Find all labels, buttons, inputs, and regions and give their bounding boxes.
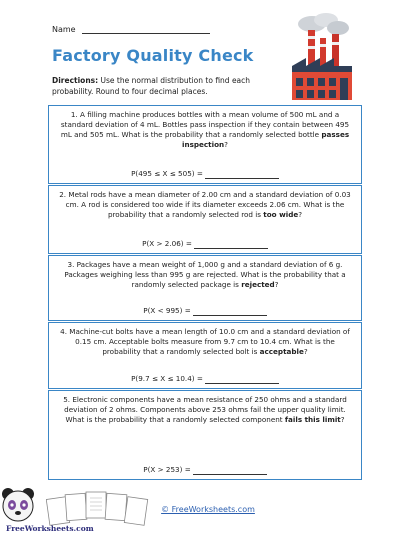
problem-4 <box>48 322 362 389</box>
brand-name: FreeWorksheets.com <box>6 524 94 533</box>
directions-text: Use the normal distribution to find each probability. Round to four decimal places. <box>52 76 251 96</box>
problem-2-text: 2. Metal rods have a mean diameter of 2.00 cm and a standard deviation of 0.03 cm. A rod is considered too wide if its diameter exceeds 2.06 cm. What is the probability that a randomly selected rod is too wide? <box>59 190 351 219</box>
answer-blank-1[interactable] <box>205 171 279 179</box>
problem-2 <box>48 185 362 254</box>
problem-3-key-phrase: rejected <box>241 280 275 289</box>
name-field[interactable] <box>82 25 210 34</box>
name-label: Name <box>52 25 76 34</box>
problem-2-key-phrase: too wide <box>263 210 299 219</box>
problem-5 <box>48 390 362 480</box>
answer-blank-2[interactable] <box>194 241 268 249</box>
problem-3-text: 3. Packages have a mean weight of 1,000 g and a standard deviation of 6 g. Packages weighing less than 995 g are rejected. What is the probability that a randomly selected package is rejected? <box>64 260 346 289</box>
footer-copyright-link[interactable]: © FreeWorksheets.com <box>161 505 255 514</box>
problem-3 <box>48 255 362 321</box>
problem-5-key-phrase: fails this limit <box>284 415 341 424</box>
problem-1-text: 1. A filling machine produces bottles with a mean volume of 500 mL and a standard deviation of 4 mL. Bottles pass inspection if they contain between 495 mL and 505 mL. What is the probability that a randomly selected bottle passes inspection? <box>60 110 350 149</box>
problem-5-answer: P(X > 253) = <box>49 465 361 475</box>
directions-label: Directions: <box>52 76 99 85</box>
answer-blank-5[interactable] <box>193 467 267 475</box>
problem-1-answer: P(495 ≤ X ≤ 505) = <box>49 169 361 179</box>
problem-1 <box>48 105 362 184</box>
problem-2-answer: P(X > 2.06) = <box>49 239 361 249</box>
problem-4-key-phrase: acceptable <box>259 347 304 356</box>
problem-5-text: 5. Electronic components have a mean resistance of 250 ohms and a standard deviation of 2 ohms. Components above 253 ohms fail the upper quality limit. What is the probability that a randomly selected component fails this limit? <box>63 395 347 424</box>
problem-1-key-phrase: passes inspection <box>182 130 350 149</box>
name-row <box>52 25 210 34</box>
answer-blank-3[interactable] <box>193 308 267 316</box>
factory-icon <box>286 12 358 104</box>
problem-4-answer: P(9.7 ≤ X ≤ 10.4) = <box>49 374 361 384</box>
answer-blank-4[interactable] <box>205 376 279 384</box>
problem-4-text: 4. Machine-cut bolts have a mean length of 10.0 cm and a standard deviation of 0.15 cm. Acceptable bolts measure from 9.7 cm to 10.4 cm. What is the probability that a randomly selected bolt is acceptable? <box>60 327 350 356</box>
directions <box>52 76 286 97</box>
problem-3-answer: P(X < 995) = <box>49 306 361 316</box>
page-title: Factory Quality Check <box>52 46 254 65</box>
